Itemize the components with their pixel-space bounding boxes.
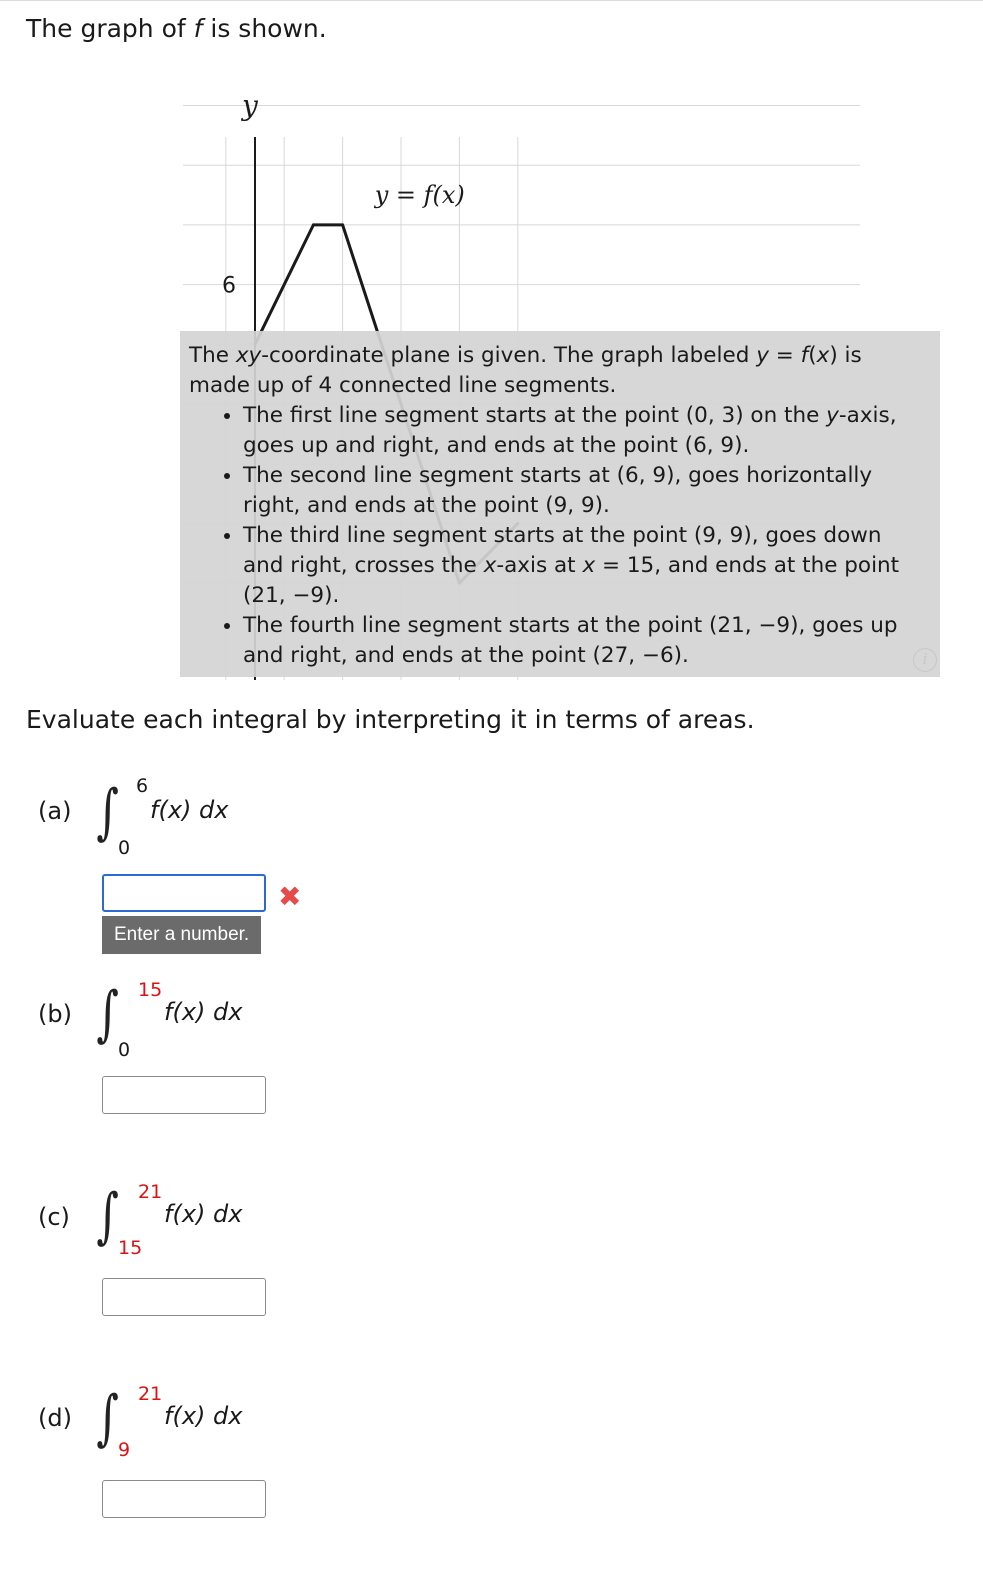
y-axis-label: y (242, 90, 258, 122)
graph-description (180, 331, 940, 677)
description-list (189, 401, 928, 671)
integrand: f(x) dx (164, 998, 243, 1026)
top-divider (0, 0, 983, 1)
upper-limit: 21 (138, 1181, 163, 1203)
integrand: f(x) dx (164, 1402, 243, 1430)
part-b (0, 972, 983, 1172)
part-c (0, 1174, 983, 1374)
description-item: • The fourth line segment starts at the point (21, −9), goes up and right, and ends at the point (27, −6). (243, 611, 928, 671)
description-item: • The first line segment starts at the point (0, 3) on the y-axis, goes up and right, and ends at the point (6, 9). (243, 401, 928, 461)
integrand: f(x) dx (150, 796, 229, 824)
y-tick-label: 6 (222, 273, 236, 299)
integrand: f(x) dx (164, 1200, 243, 1228)
part-d (0, 1376, 983, 1576)
lower-limit: 9 (118, 1439, 131, 1461)
part-a (0, 770, 983, 970)
description-item: • The third line segment starts at the point (9, 9), goes down and right, crosses the x-axis at x = 15, and ends at the point (21, −9). (243, 521, 928, 611)
curve-label: y = f(x) (374, 181, 465, 210)
answer-input-b[interactable] (102, 1076, 266, 1114)
integral-sign: ∫ (96, 1383, 119, 1453)
description-intro: The xy-coordinate plane is given. The graph labeled y = f(x) is made up of 4 connected line segments. (189, 343, 862, 398)
upper-limit: 15 (138, 979, 163, 1001)
integral-sign: ∫ (96, 1181, 119, 1251)
integral-sign: ∫ (96, 777, 119, 847)
lower-limit: 0 (118, 1039, 131, 1061)
part-label: (d) (38, 1404, 72, 1432)
validation-tooltip: Enter a number. (102, 916, 261, 954)
integral-sign: ∫ (96, 979, 119, 1049)
question-intro: The graph of f is shown. (26, 14, 327, 43)
upper-limit: 6 (136, 775, 149, 797)
lower-limit: 0 (118, 837, 131, 859)
part-label: (b) (38, 1000, 72, 1028)
info-icon[interactable]: i (913, 648, 937, 672)
answer-input-c[interactable] (102, 1278, 266, 1316)
upper-limit: 21 (138, 1383, 163, 1405)
instructions: Evaluate each integral by interpreting it in terms of areas. (26, 705, 755, 734)
lower-limit: 15 (118, 1237, 143, 1259)
description-item: • The second line segment starts at (6, 9), goes horizontally right, and ends at the point (9, 9). (243, 461, 928, 521)
incorrect-icon: ✖ (278, 880, 302, 913)
answer-input-a[interactable] (102, 874, 266, 912)
part-label: (c) (38, 1203, 70, 1231)
answer-input-d[interactable] (102, 1480, 266, 1518)
part-label: (a) (38, 797, 72, 825)
